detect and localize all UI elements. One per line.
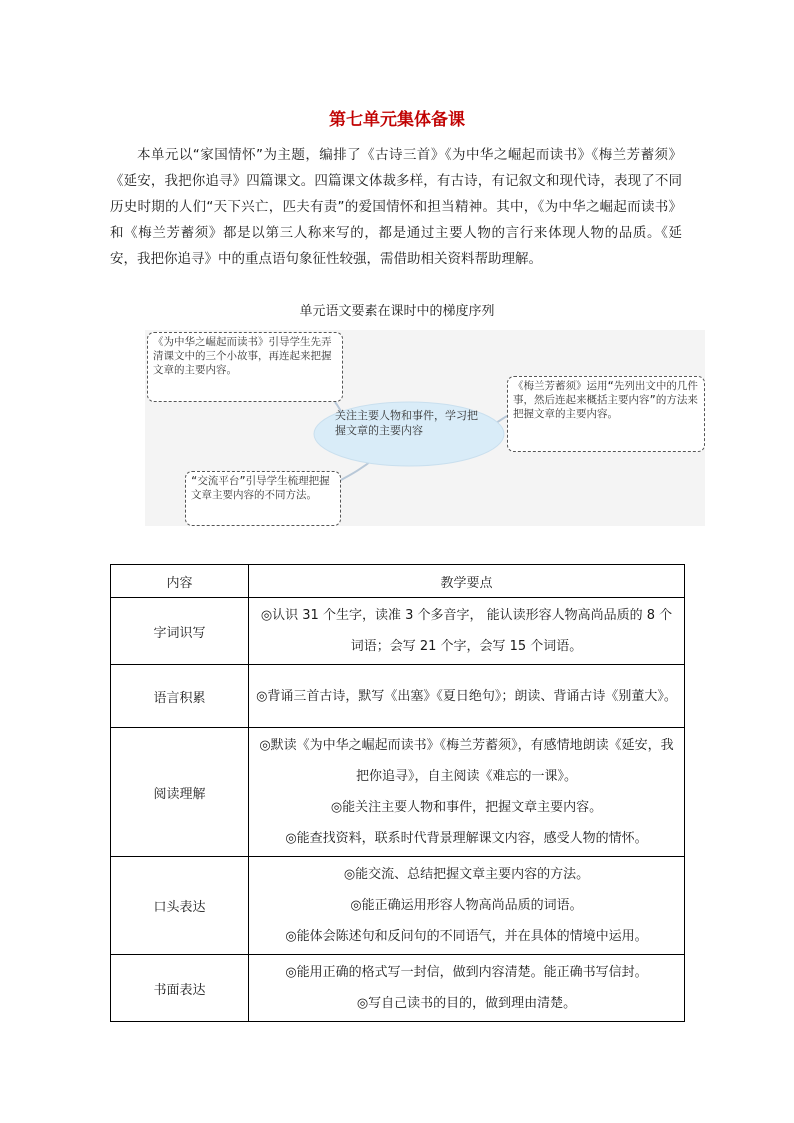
table-row <box>111 728 685 857</box>
table-row <box>111 598 685 665</box>
teaching-point: ◎写自己读书的目的，做到理由清楚。 <box>356 996 577 1011</box>
table-header-row <box>111 565 685 598</box>
teaching-point: ◎能查找资料，联系时代背景理解课文内容，感受人物的情怀。 <box>285 831 648 846</box>
table-row <box>111 665 685 728</box>
center-node-label: 关注主要人物和事件，学习把握文章的主要内容 <box>335 409 478 437</box>
row-category: 字词识写 <box>111 598 249 665</box>
row-category: 语言积累 <box>111 665 249 728</box>
teaching-point: ◎能用正确的格式写一封信，做到内容清楚。能正确书写信封。 <box>285 965 648 980</box>
row-points <box>249 728 685 857</box>
table-row <box>111 955 685 1022</box>
diagram-title: 单元语文要素在课时中的梯度序列 <box>299 304 495 319</box>
row-points <box>249 857 685 955</box>
row-points <box>249 598 685 665</box>
row-category: 书面表达 <box>111 955 249 1022</box>
teaching-point: ◎背诵三首古诗，默写《出塞》《夏日绝句》；朗读、背诵古诗《别董大》。 <box>256 688 677 704</box>
node-exchange-platform: “交流平台”引导学生梳理把握文章主要内容的不同方法。 <box>185 471 341 526</box>
teaching-point: ◎能正确运用形容人物高尚品质的词语。 <box>350 898 583 913</box>
teaching-point: ◎能体会陈述句和反问句的不同语气，并在具体的情境中运用。 <box>285 929 648 944</box>
node-lesson-mei-lanfang: 《梅兰芳蓄须》运用“先列出文中的几件事，然后连起来概括主要内容”的方法来把握文章的主要内容。 <box>507 376 705 452</box>
teaching-point: ◎能关注主要人物和事件，把握文章主要内容。 <box>330 800 603 815</box>
header-teaching-points: 教学要点 <box>249 565 685 598</box>
mind-map <box>145 330 705 526</box>
node-lesson-reading-book: 《为中华之崛起而读书》引导学生先弄清课文中的三个小故事，再连起来把握文章的主要内容。 <box>147 332 343 402</box>
teaching-point: ◎能交流、总结把握文章主要内容的方法。 <box>343 867 590 882</box>
teaching-points-table <box>110 564 685 1022</box>
intro-paragraph: 本单元以“家国情怀”为主题，编排了《古诗三首》《为中华之崛起而读书》《梅兰芳蓄须》《延安，我把你追寻》四篇课文。四篇课文体裁多样，有古诗，有记叙文和现代诗，表现了不同历史时期的人们“天下兴亡，匹夫有责”的爱国情怀和担当精神。其中，《为中华之崛起而读书》和《梅兰芳蓄须》都是以第三人称来写的，都是通过主要人物的言行来体现人物的品质。《延安，我把你追寻》中的重点语句象征性较强，需借助相关资料帮助理解。 <box>110 147 682 267</box>
row-points <box>249 665 685 728</box>
teaching-point: ◎默读《为中华之崛起而读书》《梅兰芳蓄须》，有感情地朗读《延安，我把你追寻》，自主阅读《难忘的一课》。 <box>259 738 674 784</box>
row-category: 口头表达 <box>111 857 249 955</box>
row-category: 阅读理解 <box>111 728 249 857</box>
header-content: 内容 <box>111 565 249 598</box>
page-title: 第七单元集体备课 <box>329 110 465 130</box>
row-points <box>249 955 685 1022</box>
teaching-point: ◎认识 31 个生字，读准 3 个多音字， 能认读形容人物高尚品质的 8 个词语；会写 21 个字，会写 15 个词语。 <box>260 608 673 654</box>
table-row <box>111 857 685 955</box>
